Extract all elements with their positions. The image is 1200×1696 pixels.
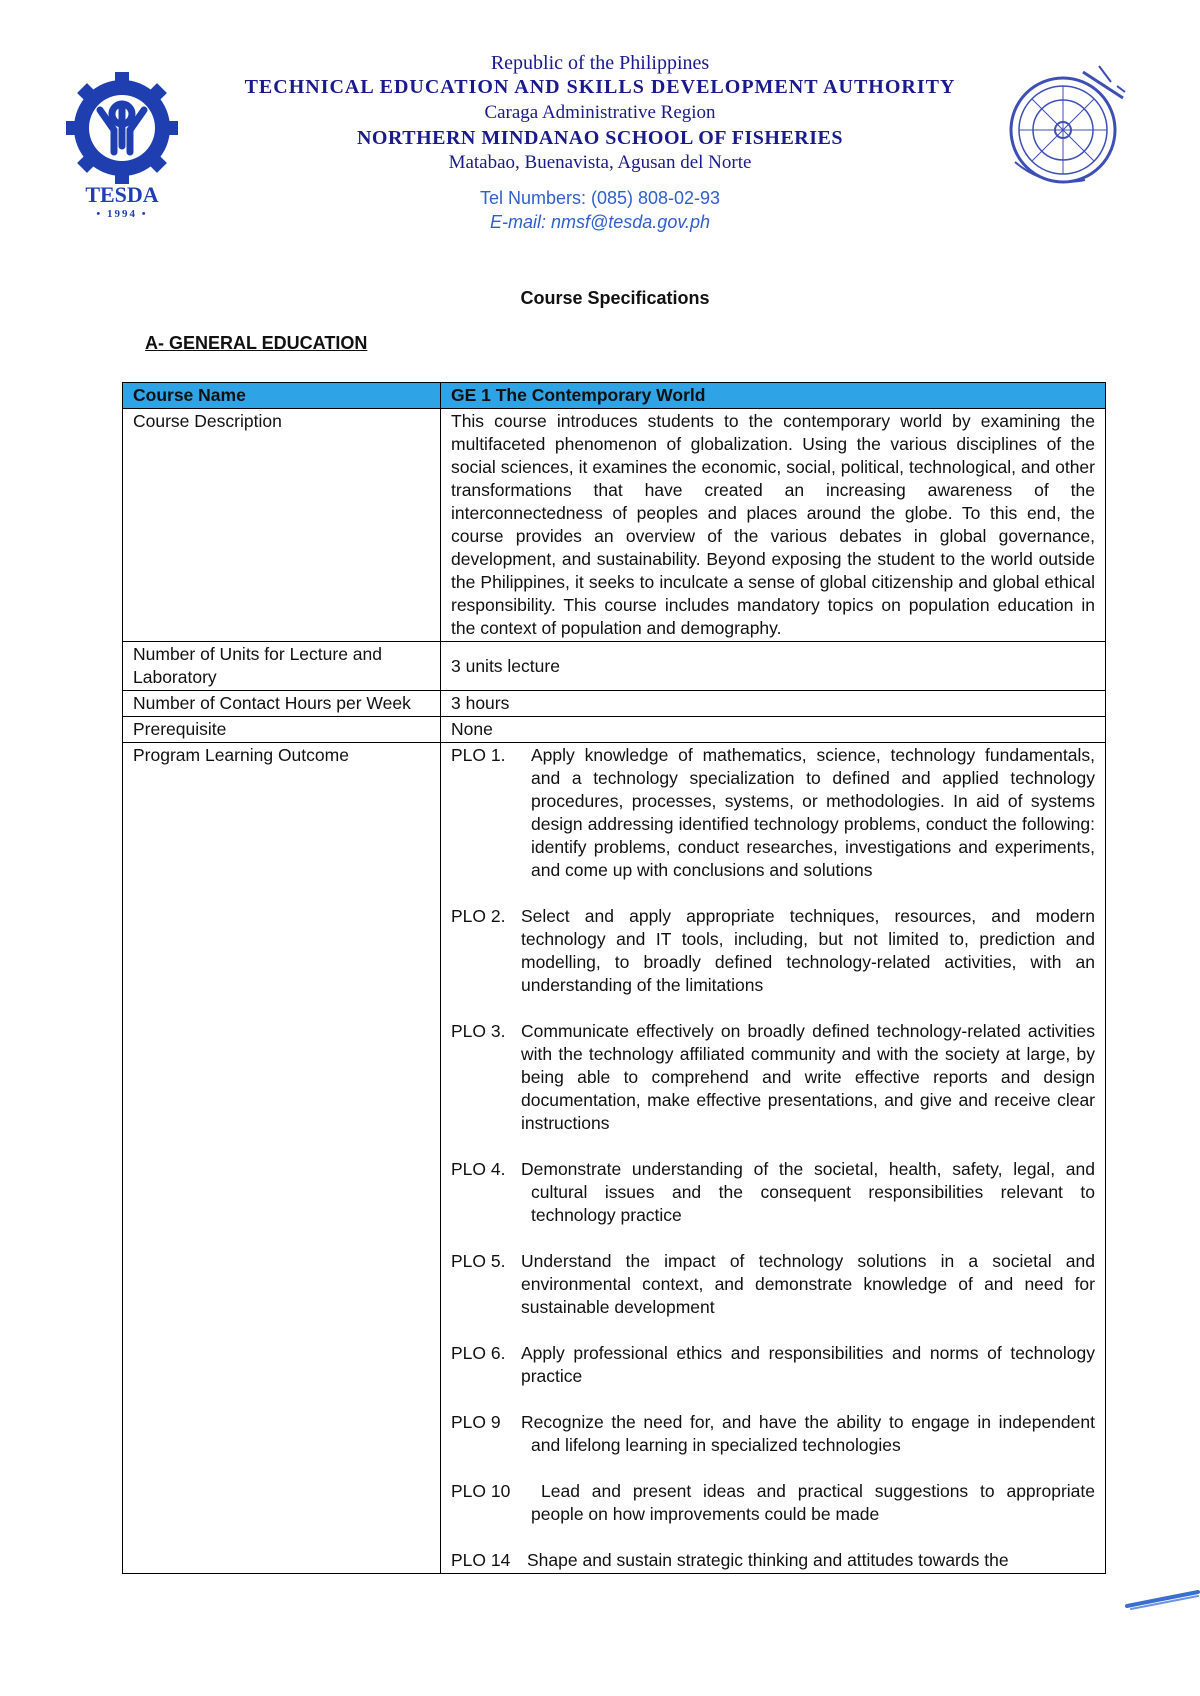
course-spec-table [122, 382, 1106, 1574]
plo-text: Shape and sustain strategic thinking and attitudes towards the [527, 1550, 1009, 1570]
plo-item [451, 1549, 1095, 1572]
plo-text: Demonstrate understanding of the societal, health, safety, legal, and cultural issues and the consequent responsibilities relevant to technology practice [521, 1159, 1095, 1225]
plo-item [451, 1411, 1095, 1457]
plo-text: Understand the impact of technology solutions in a societal and environmental context, and demonstrate knowledge of and need for sustainable development [521, 1251, 1095, 1317]
tesda-logo-year: • 1994 • [96, 208, 148, 220]
decorative-stroke [1125, 1588, 1200, 1612]
plo-prefix: PLO 6. [451, 1343, 506, 1363]
plo-list [441, 743, 1106, 1574]
plo-text: Lead and present ideas and practical suggestions to appropriate people on how improvements could be made [531, 1481, 1095, 1524]
header-republic: Republic of the Philippines [490, 52, 710, 74]
header-tel: Tel Numbers: (085) 808-02-93 [479, 188, 721, 208]
header-school: NORTHERN MINDANAO SCHOOL OF FISHERIES [356, 127, 843, 149]
plo-prefix: PLO 10 [451, 1481, 511, 1501]
plo-prefix: PLO 14 [451, 1550, 511, 1570]
course-description-label: Course Description [123, 409, 441, 642]
hours-label: Number of Contact Hours per Week [123, 691, 441, 717]
header-region: Caraga Administrative Region [484, 102, 716, 123]
plo-text: Select and apply appropriate techniques, resources, and modern technology and IT tools, including, but not limited to, prediction and modelling, to broadly defined technology-related activities, with an understanding of the limitations [521, 906, 1095, 995]
table-row [123, 642, 1106, 691]
section-heading: A- GENERAL EDUCATION [145, 333, 368, 353]
plo-text: Apply knowledge of mathematics, science, technology fundamentals, and a technology specialization to defined and applied technology procedures, processes, systems, or methodologies. In aid of systems design addressing identified technology problems, conduct the following: identify problems, conduct researches, investigations and experiments, and come up with conclusions and solutions [531, 745, 1095, 880]
plo-item [451, 1342, 1095, 1388]
plo-item [451, 905, 1095, 997]
plo-label: Program Learning Outcome [123, 743, 441, 1574]
plo-prefix: PLO 5. [451, 1251, 506, 1271]
course-name-label: Course Name [123, 383, 441, 409]
plo-text: Apply professional ethics and responsibilities and norms of technology practice [521, 1343, 1095, 1386]
plo-prefix: PLO 9 [451, 1412, 501, 1432]
plo-item [451, 1480, 1095, 1526]
table-row [123, 717, 1106, 743]
prerequisite-value: None [441, 717, 1106, 743]
letterhead [0, 0, 1200, 260]
plo-prefix: PLO 2. [451, 906, 506, 926]
plo-prefix: PLO 4. [451, 1159, 506, 1179]
hours-value: 3 hours [441, 691, 1106, 717]
course-name-value: GE 1 The Contemporary World [441, 383, 1106, 409]
tesda-logo [62, 70, 182, 220]
plo-item [451, 1020, 1095, 1135]
plo-prefix: PLO 3. [451, 1021, 506, 1041]
table-row [123, 691, 1106, 717]
table-row [123, 743, 1106, 1574]
tesda-logo-text: TESDA [85, 182, 159, 207]
school-seal-logo [1005, 62, 1130, 192]
header-agency: TECHNICAL EDUCATION AND SKILLS DEVELOPMENT AUTHORITY [244, 76, 956, 98]
plo-text: Recognize the need for, and have the ability to engage in independent and lifelong learning in specialized technologies [521, 1412, 1095, 1455]
prerequisite-label: Prerequisite [123, 717, 441, 743]
table-header-row [123, 383, 1106, 409]
document-title: Course Specifications [520, 288, 710, 308]
plo-prefix: PLO 1. [451, 745, 506, 765]
course-description-value: This course introduces students to the contemporary world by examining the multifaceted phenomenon of globalization. Using the various disciplines of the social sciences, it examines the economic, social, political, technological, and other transformations that have created an increasing awareness of the interconnectedness of peoples and places around the globe. To this end, the course provides an overview of the various debates in global governance, development, and sustainability. Beyond exposing the student to the world outside the Philippines, it seeks to inculcate a sense of global citizenship and global ethical responsibility. This course includes mandatory topics on population education in the context of population and demography. [441, 409, 1106, 642]
header-address: Matabao, Buenavista, Agusan del Norte [448, 152, 752, 173]
plo-item [451, 1250, 1095, 1319]
plo-item [451, 1158, 1095, 1227]
table-row [123, 409, 1106, 642]
units-value: 3 units lecture [441, 642, 1106, 691]
plo-text: Communicate effectively on broadly defined technology-related activities with the technology affiliated community and with the society at large, by being able to comprehend and write effective reports and design documentation, make effective presentations, and give and receive clear instructions [521, 1021, 1095, 1133]
header-email: E-mail: nmsf@tesda.gov.ph [489, 212, 711, 232]
units-label: Number of Units for Lecture and Laboratory [123, 642, 441, 691]
plo-item [451, 744, 1095, 882]
